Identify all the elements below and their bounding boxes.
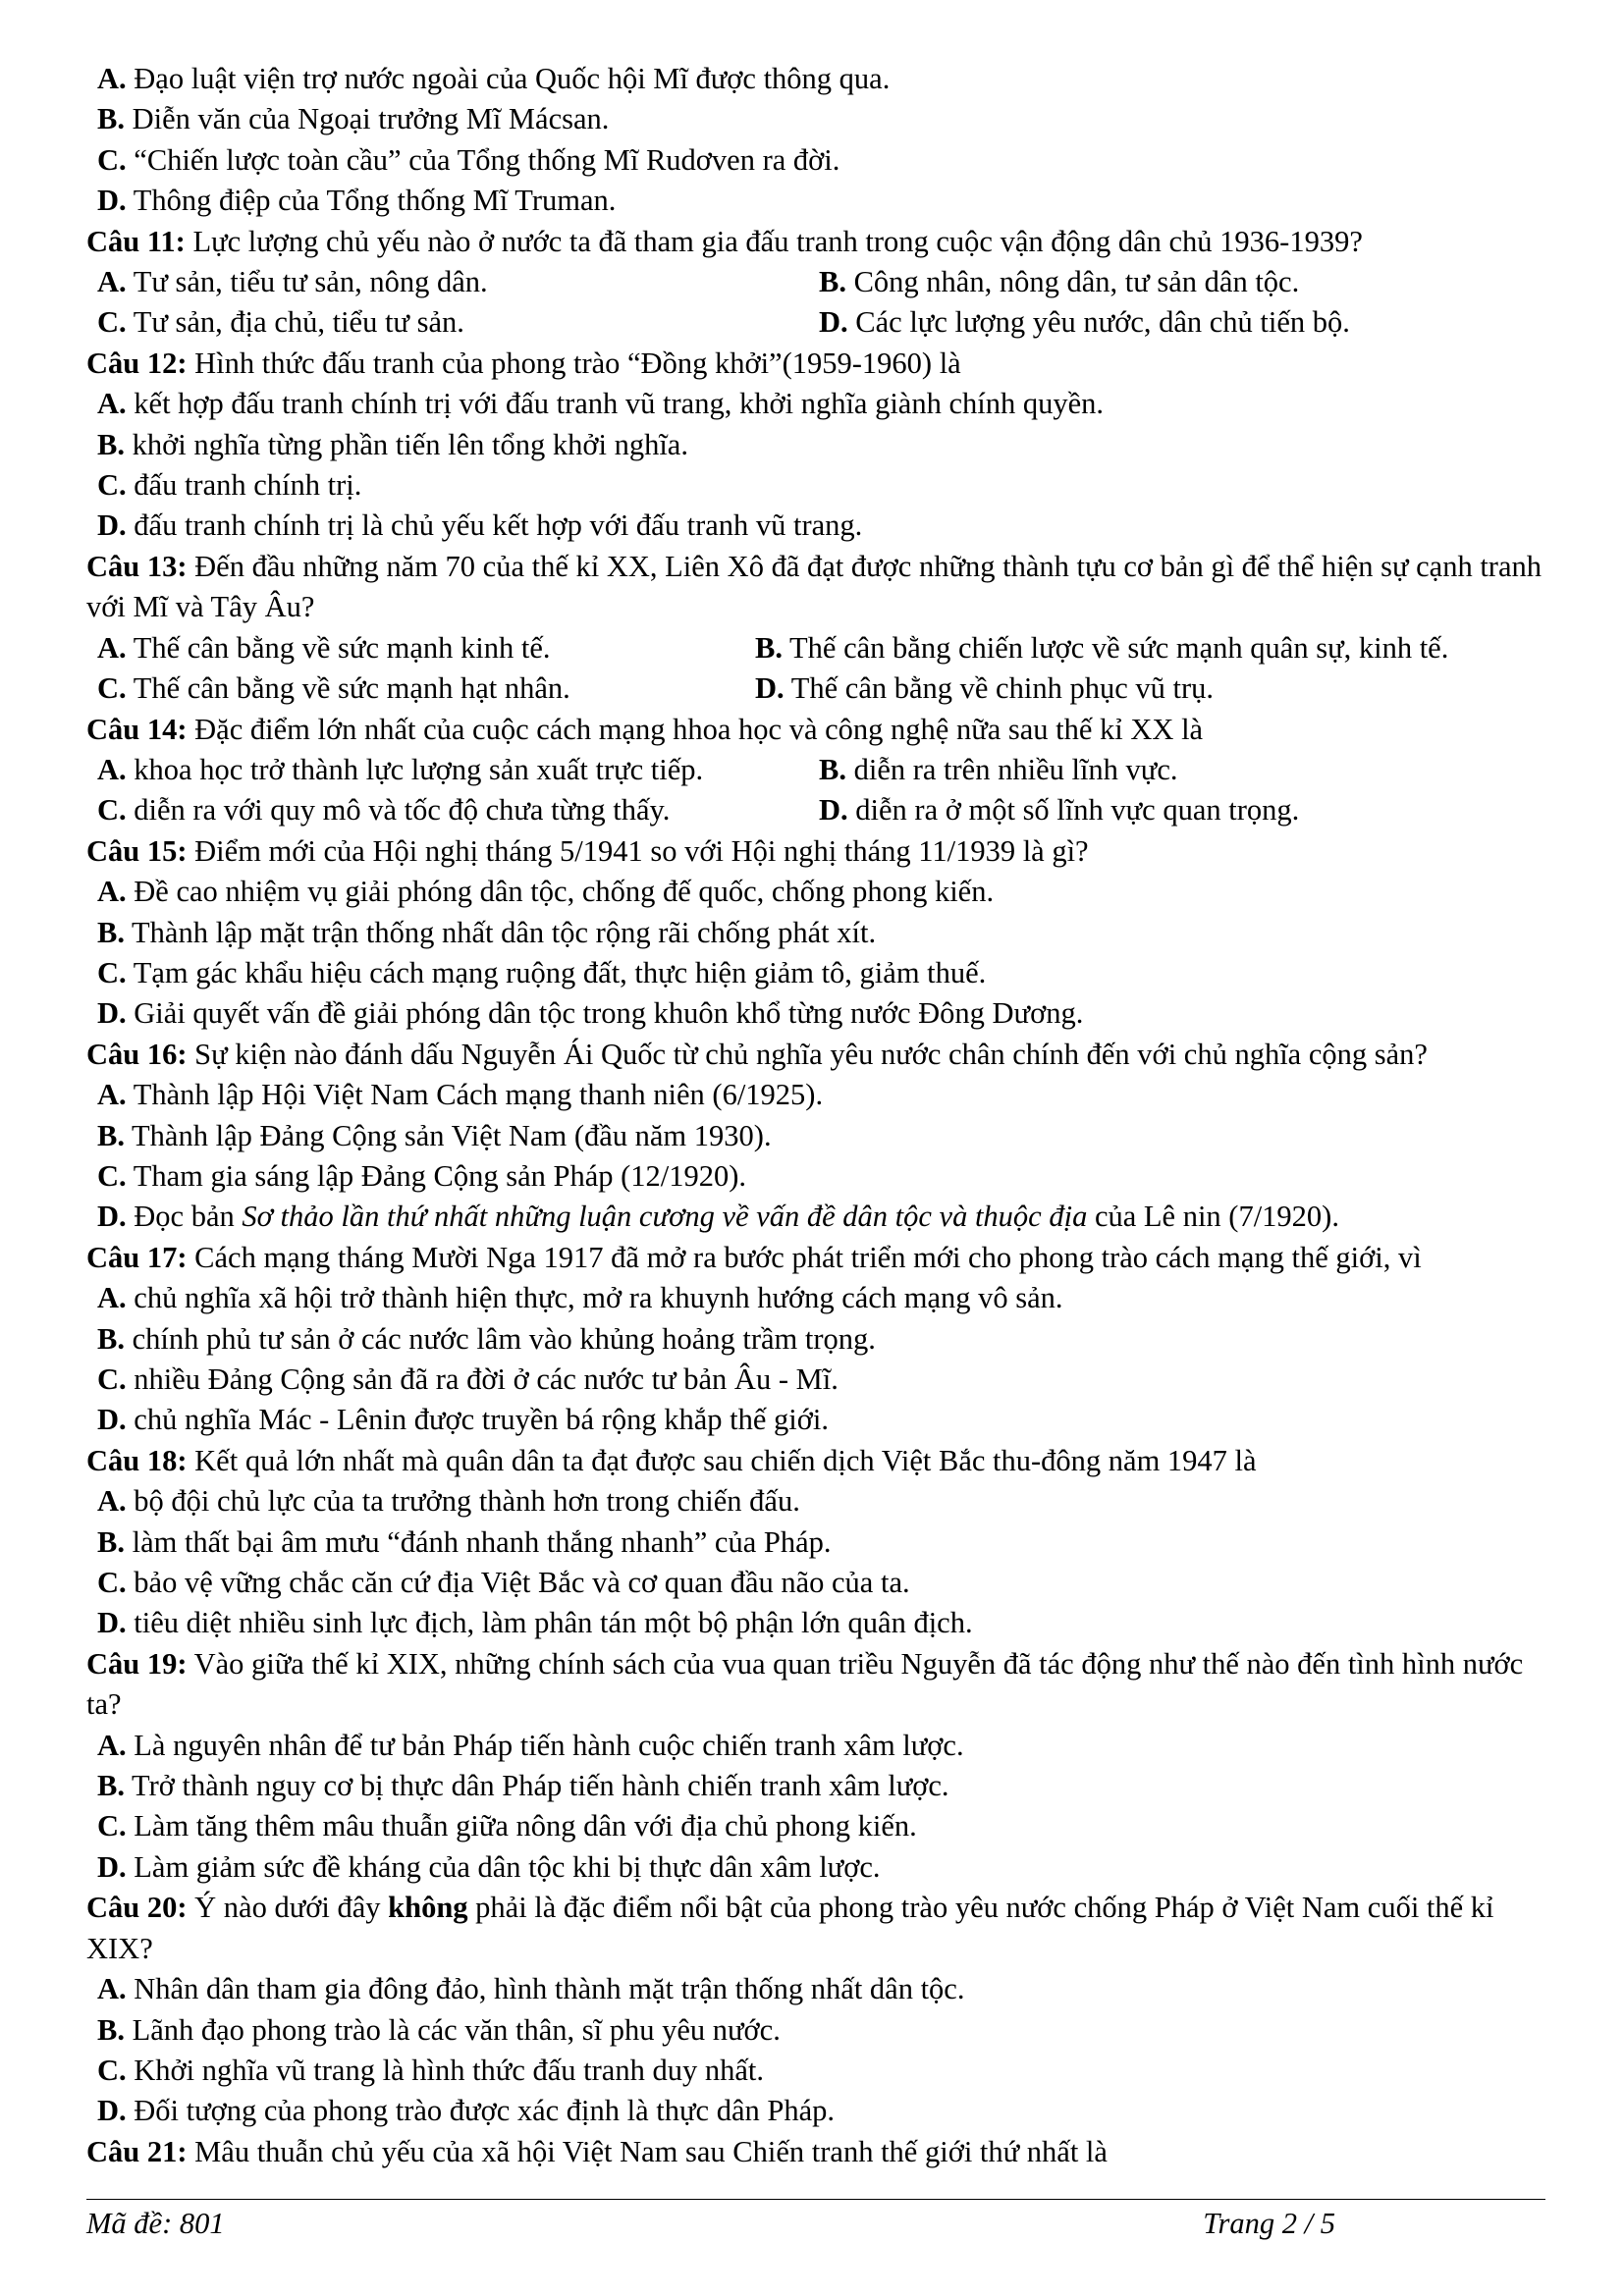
question-11	[86, 222, 1549, 344]
option-b: B. Trở thành nguy cơ bị thực dân Pháp tiến hành chiến tranh xâm lược.	[97, 1769, 949, 1803]
option-d: D. Giải quyết vấn đề giải phóng dân tộc trong khuôn khổ từng nước Đông Dương.	[97, 996, 1084, 1031]
option-d: D. Thế cân bằng về chinh phục vũ trụ.	[755, 671, 1214, 706]
question-13	[86, 547, 1549, 710]
option-b: B. Diễn văn của Ngoại trưởng Mĩ Mácsan.	[97, 102, 610, 136]
question-stem: Câu 17: Cách mạng tháng Mười Nga 1917 đã mở ra bước phát triển mới cho phong trào cách mạng thế giới, vì	[86, 1240, 1422, 1274]
question-stem: Câu 20: Ý nào dưới đây không phải là đặc điểm nổi bật của phong trào yêu nước chống Pháp ở Việt Nam cuối thế kỉ XIX?	[86, 1891, 1494, 1965]
question-options	[86, 750, 1549, 831]
question-stem: Câu 21: Mâu thuẫn chủ yếu của xã hội Việt Nam sau Chiến tranh thế giới thứ nhất là	[86, 2134, 1108, 2168]
option-d: D. đấu tranh chính trị là chủ yếu kết hợp với đấu tranh vũ trang.	[97, 508, 863, 543]
question-stem: Câu 13: Đến đầu những năm 70 của thế kỉ XX, Liên Xô đã đạt được những thành tựu cơ bản gì để thể hiện sự cạnh tranh với Mĩ và Tây Âu?	[86, 549, 1543, 624]
question-16	[86, 1035, 1549, 1238]
question-options	[86, 1481, 1549, 1644]
option-c: C. bảo vệ vững chắc căn cứ địa Việt Bắc và cơ quan đầu não của ta.	[97, 1566, 910, 1600]
question-options	[86, 1278, 1549, 1441]
option-c: C. Khởi nghĩa vũ trang là hình thức đấu tranh duy nhất.	[97, 2053, 764, 2087]
option-a: A. kết hợp đấu tranh chính trị với đấu tranh vũ trang, khởi nghĩa giành chính quyền.	[97, 387, 1105, 421]
question-18	[86, 1441, 1549, 1644]
option-d: D. tiêu diệt nhiều sinh lực địch, làm phân tán một bộ phận lớn quân địch.	[97, 1606, 973, 1640]
question-17	[86, 1238, 1549, 1441]
option-a: A. Là nguyên nhân để tư bản Pháp tiến hành cuộc chiến tranh xâm lược.	[97, 1728, 964, 1762]
question-21	[86, 2132, 1549, 2172]
option-c: C. đấu tranh chính trị.	[97, 468, 362, 503]
option-b: B. Thành lập Đảng Cộng sản Việt Nam (đầu năm 1930).	[97, 1118, 772, 1152]
option-b: B. diễn ra trên nhiều lĩnh vực.	[819, 752, 1178, 786]
option-a: A. Nhân dân tham gia đông đảo, hình thành mặt trận thống nhất dân tộc.	[97, 1972, 965, 2006]
question-15	[86, 831, 1549, 1035]
question-options	[86, 1969, 1549, 2132]
question-12	[86, 344, 1549, 547]
question-stem: Câu 14: Đặc điểm lớn nhất của cuộc cách mạng hhoa học và công nghệ nữa sau thế kỉ XX là	[86, 712, 1204, 746]
option-c: C. “Chiến lược toàn cầu” của Tổng thống Mĩ Rudơven ra đời.	[97, 142, 840, 177]
question-options	[86, 262, 1549, 344]
question-10-options	[86, 59, 1549, 222]
option-a: A. Thành lập Hội Việt Nam Cách mạng thanh niên (6/1925).	[97, 1078, 824, 1112]
question-19	[86, 1644, 1549, 1888]
option-b: B. Thành lập mặt trận thống nhất dân tộc rộng rãi chống phát xít.	[97, 915, 877, 949]
question-20	[86, 1888, 1549, 2131]
option-a: A. Đạo luật viện trợ nước ngoài của Quốc hội Mĩ được thông qua.	[97, 62, 891, 95]
exam-page-body	[86, 59, 1549, 2172]
option-b: B. chính phủ tư sản ở các nước lâm vào khủng hoảng trầm trọng.	[97, 1321, 876, 1356]
option-a: A. Tư sản, tiểu tư sản, nông dân.	[97, 265, 488, 299]
option-d: D. Làm giảm sức đề kháng của dân tộc khi bị thực dân xâm lược.	[97, 1849, 881, 1884]
option-c: C. Làm tăng thêm mâu thuẫn giữa nông dân với địa chủ phong kiến.	[97, 1809, 917, 1843]
question-stem: Câu 15: Điểm mới của Hội nghị tháng 5/1941 so với Hội nghị tháng 11/1939 là gì?	[86, 833, 1089, 868]
option-b: B. khởi nghĩa từng phần tiến lên tổng khởi nghĩa.	[97, 427, 688, 461]
option-c: C. Tham gia sáng lập Đảng Cộng sản Pháp (12/1920).	[97, 1158, 747, 1193]
question-options	[86, 872, 1549, 1035]
option-a: A. bộ đội chủ lực của ta trưởng thành hơn trong chiến đấu.	[97, 1484, 800, 1519]
option-c: C. Tạm gác khẩu hiệu cách mạng ruộng đất, thực hiện giảm tô, giảm thuế.	[97, 955, 987, 989]
option-d: D. Đối tượng của phong trào được xác định là thực dân Pháp.	[97, 2094, 835, 2128]
option-c: C. diễn ra với quy mô và tốc độ chưa từng thấy.	[97, 793, 671, 828]
option-d: D. Đọc bản Sơ thảo lần thứ nhất những luận cương về vấn đề dân tộc và thuộc địa của Lê nin (7/1920).	[97, 1200, 1339, 1234]
question-stem: Câu 11: Lực lượng chủ yếu nào ở nước ta đã tham gia đấu tranh trong cuộc vận động dân chủ 1936-1939?	[86, 224, 1363, 258]
question-stem: Câu 18: Kết quả lớn nhất mà quân dân ta đạt được sau chiến dịch Việt Bắc thu-đông năm 1947 là	[86, 1443, 1257, 1477]
page-footer	[86, 2199, 1545, 2243]
option-d: D. chủ nghĩa Mác - Lênin được truyền bá rộng khắp thế giới.	[97, 1403, 830, 1437]
page-number: Trang 2 / 5	[1203, 2207, 1335, 2240]
option-b: B. làm thất bại âm mưu “đánh nhanh thắng nhanh” của Pháp.	[97, 1524, 832, 1559]
option-a: A. khoa học trở thành lực lượng sản xuất trực tiếp.	[97, 752, 704, 786]
option-b: B. Công nhân, nông dân, tư sản dân tộc.	[819, 265, 1300, 299]
question-14	[86, 710, 1549, 831]
option-c: C. Thế cân bằng về sức mạnh hạt nhân.	[97, 671, 570, 706]
question-stem: Câu 16: Sự kiện nào đánh dấu Nguyễn Ái Quốc từ chủ nghĩa yêu nước chân chính đến với chủ nghĩa cộng sản?	[86, 1037, 1428, 1071]
option-d: D. Các lực lượng yêu nước, dân chủ tiến bộ.	[819, 305, 1350, 340]
question-stem: Câu 19: Vào giữa thế kỉ XIX, những chính sách của vua quan triều Nguyễn đã tác động như thế nào đến tình hình nước ta?	[86, 1646, 1524, 1722]
option-d: D. Thông điệp của Tổng thống Mĩ Truman.	[97, 184, 617, 218]
option-c: C. Tư sản, địa chủ, tiểu tư sản.	[97, 305, 464, 340]
option-b: B. Thế cân bằng chiến lược về sức mạnh quân sự, kinh tế.	[755, 630, 1449, 665]
option-d: D. diễn ra ở một số lĩnh vực quan trọng.	[819, 793, 1300, 828]
question-options	[86, 1726, 1549, 1889]
option-c: C. nhiều Đảng Cộng sản đã ra đời ở các nước tư bản Âu - Mĩ.	[97, 1362, 839, 1396]
option-b: B. Lãnh đạo phong trào là các văn thân, sĩ phu yêu nước.	[97, 2012, 781, 2047]
question-options	[86, 628, 1549, 710]
option-a: A. Thế cân bằng về sức mạnh kinh tế.	[97, 630, 551, 665]
question-options	[86, 1075, 1549, 1238]
question-stem: Câu 12: Hình thức đấu tranh của phong trào “Đồng khởi”(1959-1960) là	[86, 346, 961, 380]
exam-code: Mã đề: 801	[86, 2207, 225, 2240]
option-a: A. chủ nghĩa xã hội trở thành hiện thực, mở ra khuynh hướng cách mạng vô sản.	[97, 1281, 1063, 1315]
question-options	[86, 384, 1549, 547]
option-a: A. Đề cao nhiệm vụ giải phóng dân tộc, chống đế quốc, chống phong kiến.	[97, 875, 995, 909]
